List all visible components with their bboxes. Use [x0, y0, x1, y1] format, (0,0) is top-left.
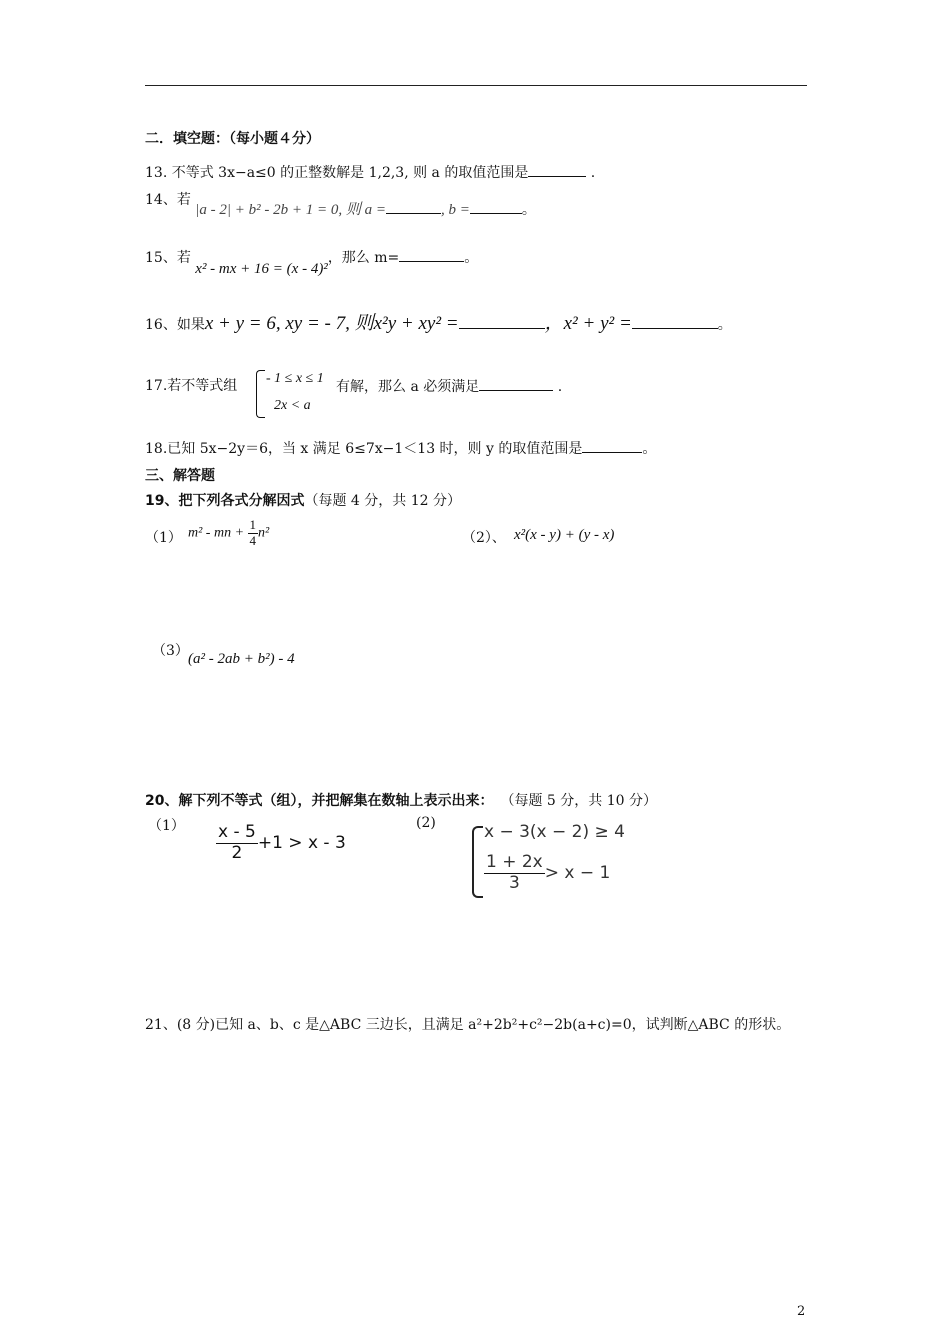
question-19-part-1-tail: n² — [258, 525, 270, 541]
question-13-blank[interactable] — [528, 161, 586, 177]
question-18-text: 18.已知 5x−2y＝6，当 x 满足 6≤7x−1＜13 时，则 y 的取值范围是 — [145, 441, 583, 457]
question-14-tail: 。 — [521, 202, 536, 218]
question-19-part-1-fraction — [248, 518, 259, 549]
question-18 — [145, 437, 656, 458]
question-16-blank-1[interactable] — [459, 313, 545, 329]
question-20-part-2-numerator: 1 + 2x — [486, 852, 543, 872]
question-15-expr: x² - mx + 16 = (x - 4)² — [195, 261, 328, 277]
question-13-text: 13. 不等式 3x−a≤0 的正整数解是 1,2,3, 则 a 的取值范围是 — [145, 165, 529, 181]
question-19-part-2-label: （2）、 — [462, 530, 506, 546]
question-17-line-2: 2x < a — [274, 398, 311, 413]
question-20-part-2-denominator: 3 — [508, 872, 520, 893]
page-number: 2 — [797, 1304, 806, 1319]
question-15-text: ，那么 m= — [327, 250, 400, 266]
question-19-part-3-expr: (a² - 2ab + b²) - 4 — [188, 651, 295, 667]
question-21: 21、(8 分)已知 a、b、c 是△ABC 三边长，且满足 a²+2b²+c²−2b(a+c)=0，试判断△ABC 的形状。 — [145, 1017, 791, 1033]
question-17-tail: . — [553, 379, 563, 395]
question-14-sep: , b = — [441, 202, 470, 218]
question-19-part-1-label: （1） — [145, 530, 182, 546]
question-14-expr: |a - 2| + b² - 2b + 1 = 0, 则 a = — [195, 202, 387, 218]
question-14-blank-a[interactable] — [386, 198, 441, 214]
question-19-part-1-numerator: 1 — [249, 517, 257, 532]
question-16-tail: 。 — [717, 317, 732, 333]
question-20-part-2-line-2 — [484, 853, 610, 893]
question-15-prefix: 15、若 — [145, 250, 191, 266]
question-13 — [145, 161, 595, 182]
question-20-part-1-numerator: x - 5 — [218, 822, 256, 842]
question-19-score: （每题 4 分，共 12 分） — [304, 493, 462, 509]
question-18-blank[interactable] — [582, 437, 642, 453]
question-20-title: 20、解下列不等式（组），并把解集在数轴上表示出来： — [145, 793, 494, 809]
question-20-part-1-fraction — [216, 823, 258, 863]
question-20-part-1-rest: +1 > x - 3 — [257, 833, 346, 854]
question-20-part-1-denominator: 2 — [231, 842, 243, 863]
question-19-heading — [145, 490, 461, 510]
question-20-part-2-label: (2) — [416, 815, 436, 831]
question-19-part-1 — [188, 518, 269, 549]
question-14-prefix: 14、若 — [145, 192, 191, 208]
question-20-part-1 — [216, 823, 346, 863]
question-20-part-1-label: （1） — [148, 818, 185, 834]
question-20-part-2-fraction — [484, 853, 545, 893]
section-2-title: 二．填空题：（每小题４分） — [145, 131, 320, 147]
question-20-heading — [145, 790, 657, 810]
question-16-prefix: 16、如果 — [145, 317, 205, 333]
question-20-part-2-brace — [472, 826, 483, 898]
header-rule — [145, 85, 807, 86]
question-19-part-3-label: （3） — [152, 643, 189, 659]
question-20-part-2-line-1: x − 3(x − 2) ≥ 4 — [484, 822, 625, 842]
question-14 — [145, 188, 536, 218]
question-17 — [336, 375, 562, 396]
question-19-part-1-denominator: 4 — [249, 532, 257, 548]
question-16-expr-1: x + y = 6, xy = - 7, 则x²y + xy² = — [204, 313, 459, 334]
question-19-part-1-expr: m² - mn + — [188, 525, 245, 541]
question-17-text: 有解，那么 a 必须满足 — [336, 379, 480, 395]
question-13-tail: . — [586, 165, 596, 181]
question-17-blank[interactable] — [479, 375, 553, 391]
question-20-part-2-rest: > x − 1 — [544, 863, 611, 884]
question-15 — [145, 246, 479, 277]
question-17-prefix: 17.若不等式组 — [145, 378, 238, 394]
question-16-blank-2[interactable] — [632, 313, 718, 329]
question-19-title: 19、把下列各式分解因式 — [145, 493, 305, 509]
question-16-expr-2: ，x² + y² = — [544, 313, 632, 334]
question-15-blank[interactable] — [399, 246, 464, 262]
question-15-tail: 。 — [464, 250, 479, 266]
question-14-blank-b[interactable] — [470, 198, 522, 214]
section-3-title: 三、解答题 — [145, 468, 215, 484]
question-20-score: （每题 5 分，共 10 分） — [507, 793, 658, 809]
question-17-brace — [256, 370, 265, 418]
question-16 — [145, 308, 732, 335]
question-17-line-1: - 1 ≤ x ≤ 1 — [266, 371, 324, 386]
question-19-part-2-expr: x²(x - y) + (y - x) — [514, 527, 615, 543]
question-18-tail: 。 — [642, 441, 657, 457]
